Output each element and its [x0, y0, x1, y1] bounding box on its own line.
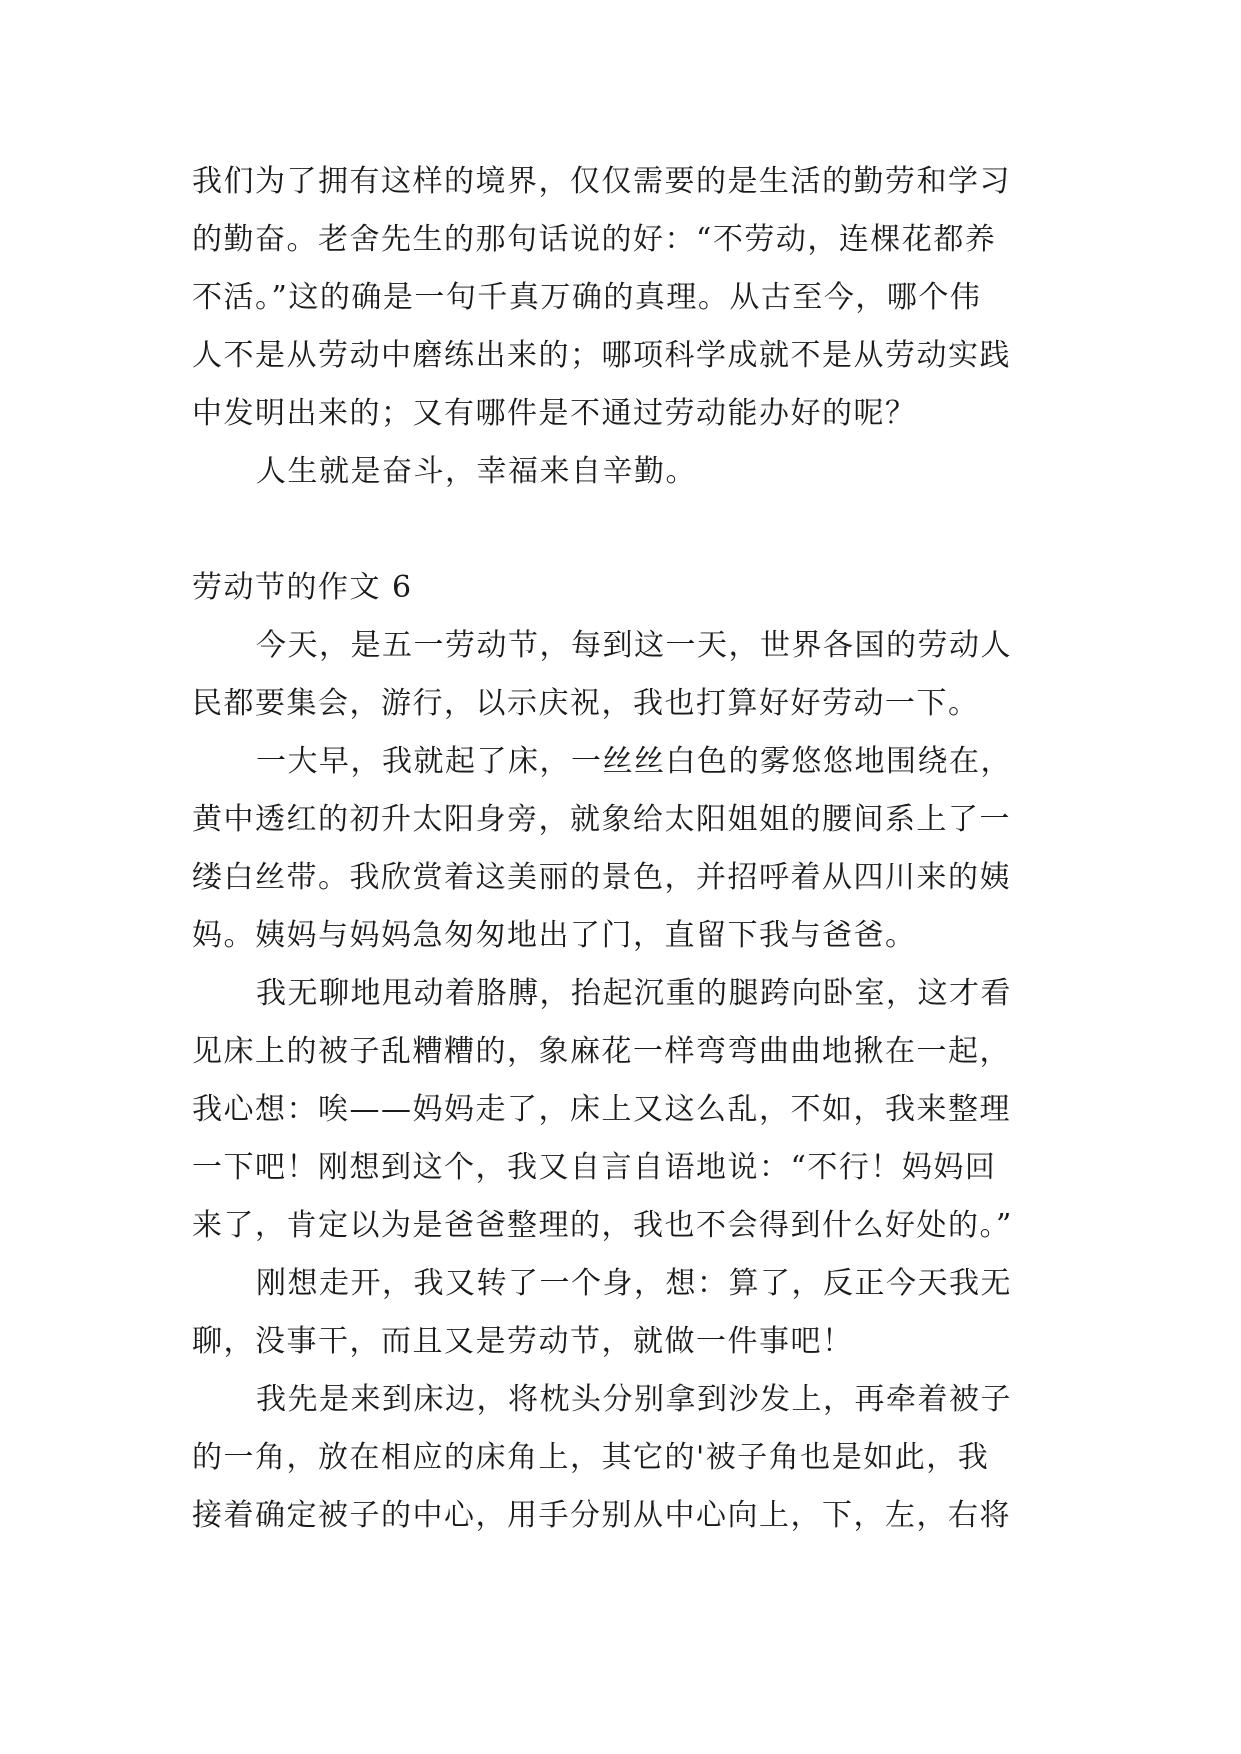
- paragraph-line: 我心想：唉——妈妈走了，床上又这么乱，不如，我来整理: [192, 1092, 1011, 1127]
- paragraph-line: 我先是来到床边，将枕头分别拿到沙发上，再牵着被子: [256, 1382, 1012, 1417]
- paragraph-line: 接着确定被子的中心，用手分别从中心向上，下，左，右将: [192, 1498, 1011, 1533]
- section-heading: 劳动节的作文 6: [192, 570, 413, 605]
- paragraph-line: 人不是从劳动中磨练出来的；哪项科学成就不是从劳动实践: [192, 338, 1011, 373]
- paragraph-line: 不活。”这的确是一句千真万确的真理。从古至今，哪个伟: [192, 280, 982, 315]
- paragraph-line: 今天，是五一劳动节，每到这一天，世界各国的劳动人: [256, 628, 1012, 663]
- paragraph-line: 的勤奋。老舍先生的那句话说的好：“不劳动，连棵花都养: [192, 222, 997, 257]
- paragraph-line: 来了，肯定以为是爸爸整理的，我也不会得到什么好处的。”: [192, 1208, 1013, 1243]
- paragraph-line: 的一角，放在相应的床角上，其它的'被子角也是如此，我: [192, 1440, 990, 1475]
- paragraph-line: 我无聊地甩动着胳膊，抬起沉重的腿跨向卧室，这才看: [256, 976, 1012, 1011]
- paragraph-line: 妈。姨妈与妈妈急匆匆地出了门，直留下我与爸爸。: [192, 918, 917, 953]
- paragraph-line: 一下吧！刚想到这个，我又自言自语地说：“不行！妈妈回: [192, 1150, 997, 1185]
- paragraph-line: 聊，没事干，而且又是劳动节，就做一件事吧！: [192, 1324, 854, 1359]
- paragraph-line: 一大早，我就起了床，一丝丝白色的雾悠悠地围绕在，: [256, 744, 1012, 779]
- paragraph-line: 缕白丝带。我欣赏着这美丽的景色，并招呼着从四川来的姨: [192, 860, 1011, 895]
- paragraph-line: 我们为了拥有这样的境界，仅仅需要的是生活的勤劳和学习: [192, 164, 1011, 199]
- paragraph-line: 中发明出来的；又有哪件是不通过劳动能办好的呢？: [192, 396, 917, 431]
- paragraph-line: 人生就是奋斗，幸福来自辛勤。: [256, 454, 697, 489]
- paragraph-line: 民都要集会，游行，以示庆祝，我也打算好好劳动一下。: [192, 686, 980, 721]
- paragraph-line: 黄中透红的初升太阳身旁，就象给太阳姐姐的腰间系上了一: [192, 802, 1011, 837]
- paragraph-line: 见床上的被子乱糟糟的，象麻花一样弯弯曲曲地揪在一起，: [192, 1034, 1011, 1069]
- paragraph-line: 刚想走开，我又转了一个身，想：算了，反正今天我无: [256, 1266, 1012, 1301]
